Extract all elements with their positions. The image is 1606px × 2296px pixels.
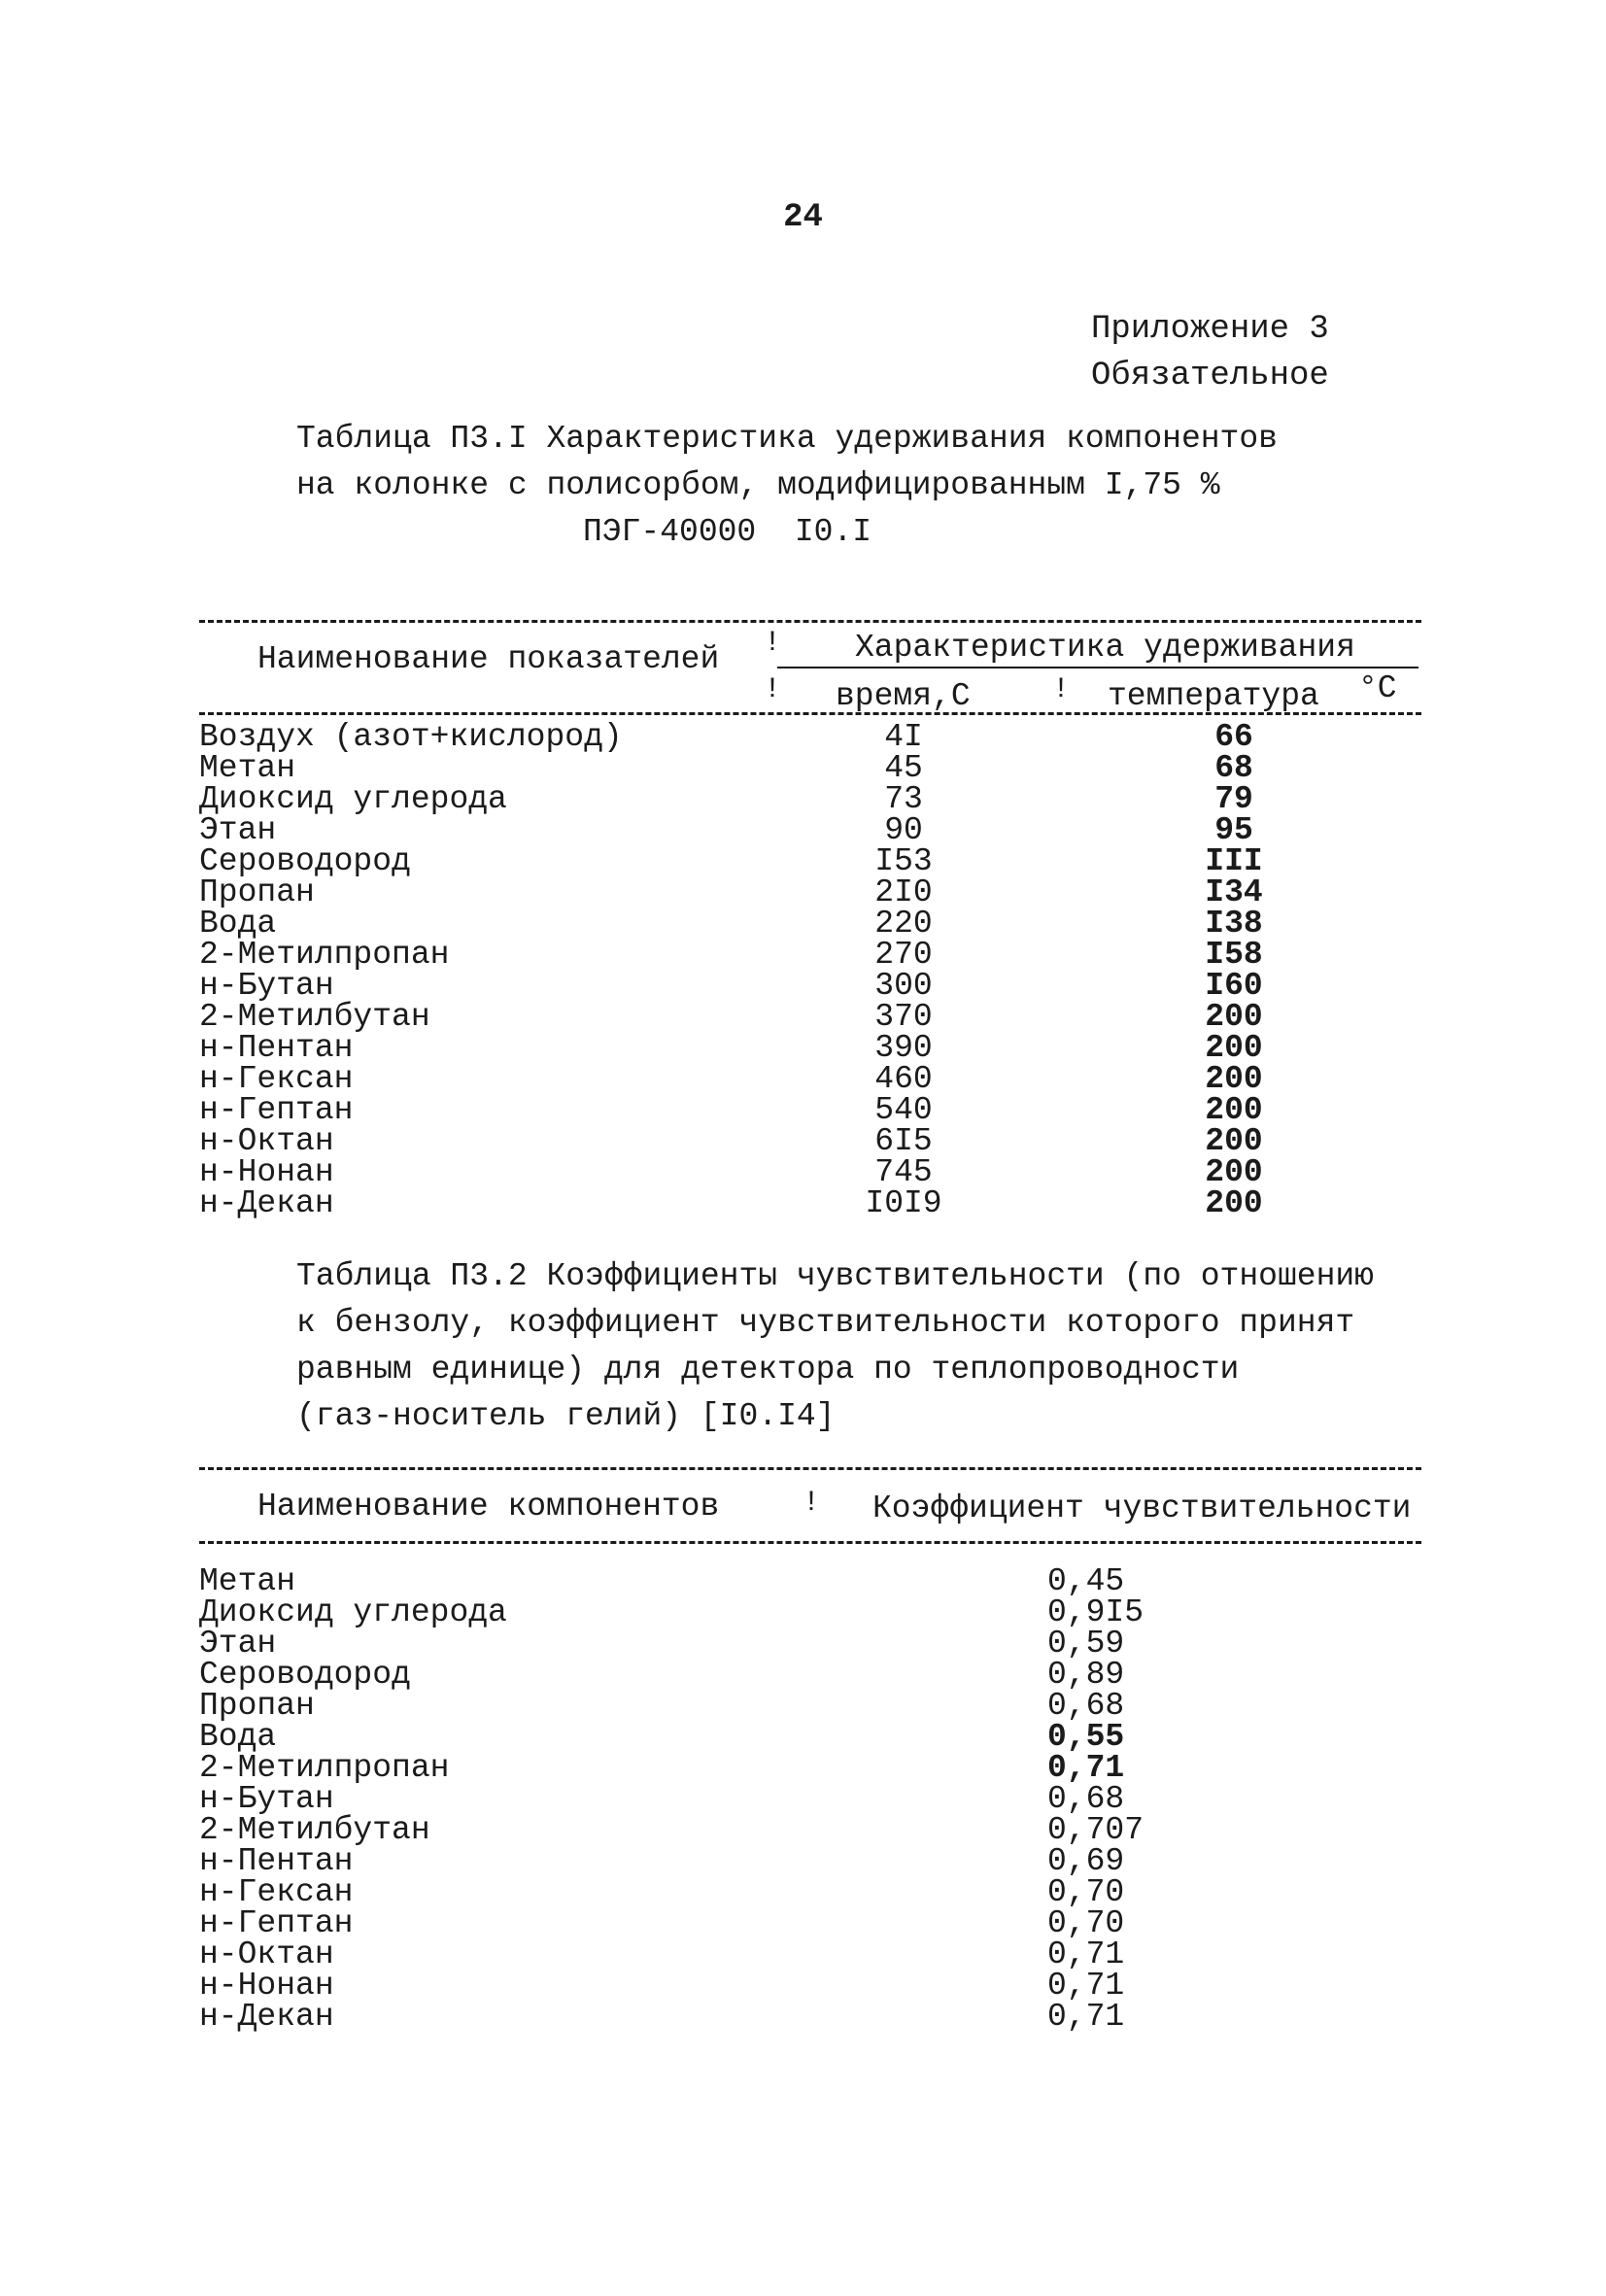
table1-cell-temp: 79 [1214, 781, 1253, 817]
table2-cell-coef: 0,707 [1047, 1812, 1145, 1848]
table1-cell-name: н-Пентан [199, 1030, 354, 1066]
table1-cell-time: 220 [874, 906, 933, 942]
table1-cell-time: 4I [884, 719, 923, 755]
table2-top-rule [199, 1467, 1421, 1470]
table1-col-separator: ! [1052, 673, 1071, 706]
table1-cell-temp: III [1205, 843, 1263, 879]
table1-cell-time: 745 [874, 1154, 933, 1190]
table2-cell-coef: 0,68 [1047, 1781, 1125, 1817]
table1-cell-time: 90 [884, 812, 923, 848]
table2-cell-name: н-Бутан [199, 1781, 334, 1817]
table1-col-name: Наименование показателей [257, 641, 720, 677]
table1-cell-name: н-Октан [199, 1123, 334, 1159]
table1-time-column [855, 719, 952, 1221]
table1-cell-temp: 200 [1205, 1030, 1263, 1066]
table2-cell-coef: 0,70 [1047, 1905, 1125, 1941]
table2-cell-coef: 0,55 [1047, 1719, 1125, 1755]
table2-cell-name: Метан [199, 1563, 296, 1599]
table2-cell-coef: 0,71 [1047, 1750, 1125, 1786]
table1-cell-time: 6I5 [874, 1123, 933, 1159]
table2-cell-name: Этан [199, 1626, 277, 1662]
table1-cell-name: 2-Метилбутан [199, 999, 430, 1035]
page-number: 24 [783, 199, 823, 236]
table1-cell-name: н-Нонан [199, 1154, 334, 1190]
table1-col-temp-unit: °С [1358, 670, 1397, 706]
table1-col-separator: ! [764, 673, 782, 706]
table2-cell-coef: 0,45 [1047, 1563, 1125, 1599]
table2-cell-name: 2-Метилпропан [199, 1750, 450, 1786]
table2-cell-name: н-Гексан [199, 1874, 354, 1910]
table1-cell-temp: I38 [1205, 906, 1263, 942]
table1-cell-name: н-Бутан [199, 968, 334, 1004]
table2-caption-line: Таблица П3.2 Коэффициенты чувствительности (по отношению [296, 1258, 1374, 1294]
table2-cell-name: Сероводород [199, 1657, 411, 1693]
table2-col-name: Наименование компонентов [257, 1489, 720, 1525]
table1-cell-temp: 95 [1214, 812, 1253, 848]
table1-cell-temp: I60 [1205, 968, 1263, 1004]
table1-cell-time: 460 [874, 1061, 933, 1097]
table1-cell-temp: 200 [1205, 1061, 1263, 1097]
table2-cell-coef: 0,71 [1047, 1968, 1125, 2004]
table2-cell-name: н-Пентан [199, 1843, 354, 1879]
table1-col-group: Характеристика удерживания [855, 630, 1355, 666]
table1-cell-time: I53 [874, 843, 933, 879]
table1-col-temp: температура [1108, 678, 1319, 714]
table1-cell-temp: 66 [1214, 719, 1253, 755]
table1-cell-time: 270 [874, 937, 933, 973]
table1-cell-name: Диоксид углерода [199, 781, 507, 817]
table1-cell-temp: 200 [1205, 1123, 1263, 1159]
table1-cell-name: н-Гептан [199, 1092, 354, 1128]
table2-name-column [199, 1563, 782, 2035]
table1-cell-temp: I58 [1205, 937, 1263, 973]
table2-cell-coef: 0,71 [1047, 1936, 1125, 1972]
annex-status: Обязательное [1091, 358, 1329, 394]
table1-cell-name: Метан [199, 750, 296, 786]
table2-cell-coef: 0,59 [1047, 1626, 1125, 1662]
table1-cell-time: 73 [884, 781, 923, 817]
table2-cell-name: 2-Метилбутан [199, 1812, 430, 1848]
table2-cell-name: Пропан [199, 1688, 315, 1724]
table2-cell-name: н-Нонан [199, 1968, 334, 2004]
table1-header-rule [199, 712, 1421, 715]
table2-cell-name: н-Декан [199, 1999, 334, 2035]
table1-cell-name: н-Гексан [199, 1061, 354, 1097]
table2-header-rule [199, 1541, 1421, 1544]
table1-cell-time: I0I9 [865, 1185, 942, 1221]
table1-cell-temp: 200 [1205, 1185, 1263, 1221]
table1-top-rule [199, 620, 1421, 623]
table2-cell-coef: 0,89 [1047, 1657, 1125, 1693]
table2-caption-line: равным единице) для детектора по теплопроводности [296, 1352, 1240, 1388]
table1-cell-name: Сероводород [199, 843, 411, 879]
table1-cell-name: Вода [199, 906, 277, 942]
table1-cell-name: 2-Метилпропан [199, 937, 450, 973]
table1-cell-name: н-Декан [199, 1185, 334, 1221]
table1-cell-time: 2I0 [874, 874, 933, 910]
table1-name-column [199, 719, 743, 1221]
table2-cell-coef: 0,70 [1047, 1874, 1125, 1910]
table2-cell-name: н-Гептан [199, 1905, 354, 1941]
table2-coef-column [1047, 1563, 1183, 2035]
table1-group-underline [777, 667, 1418, 668]
table1-cell-temp: 200 [1205, 1092, 1263, 1128]
table2-cell-coef: 0,9I5 [1047, 1594, 1145, 1630]
table1-caption-line: Таблица П3.I Характеристика удерживания компонентов [296, 421, 1278, 457]
table1-cell-time: 390 [874, 1030, 933, 1066]
table1-cell-name: Пропан [199, 874, 315, 910]
table1-cell-time: 300 [874, 968, 933, 1004]
table1-cell-temp: 200 [1205, 999, 1263, 1035]
table1-cell-temp: I34 [1205, 874, 1263, 910]
table1-cell-temp: 200 [1205, 1154, 1263, 1190]
table2-caption-line: к бензолу, коэффициент чувствительности которого принят [296, 1305, 1355, 1341]
table1-cell-time: 370 [874, 999, 933, 1035]
table1-col-time: время,С [836, 678, 971, 714]
table2-cell-coef: 0,69 [1047, 1843, 1125, 1879]
table2-caption-line: (газ-носитель гелий) [I0.I4] [296, 1398, 836, 1434]
table2-cell-name: н-Октан [199, 1936, 334, 1972]
table1-cell-name: Воздух (азот+кислород) [199, 719, 623, 755]
table2-cell-name: Диоксид углерода [199, 1594, 507, 1630]
table2-cell-coef: 0,68 [1047, 1688, 1125, 1724]
table1-cell-name: Этан [199, 812, 277, 848]
table2-cell-name: Вода [199, 1719, 277, 1755]
table1-col-separator: ! [764, 627, 782, 660]
table1-cell-time: 45 [884, 750, 923, 786]
table2-col-coef: Коэффициент чувствительности [872, 1491, 1412, 1526]
table1-cell-temp: 68 [1214, 750, 1253, 786]
table2-cell-coef: 0,71 [1047, 1999, 1125, 2035]
table1-caption-line: ПЭГ-40000 I0.I [583, 514, 872, 550]
table1-cell-time: 540 [874, 1092, 933, 1128]
table1-caption-line: на колонке с полисорбом, модифицированным I,75 % [296, 467, 1220, 503]
annex-title: Приложение 3 [1091, 311, 1329, 348]
table2-col-separator: ! [803, 1487, 821, 1520]
table1-temp-column [1185, 719, 1282, 1221]
